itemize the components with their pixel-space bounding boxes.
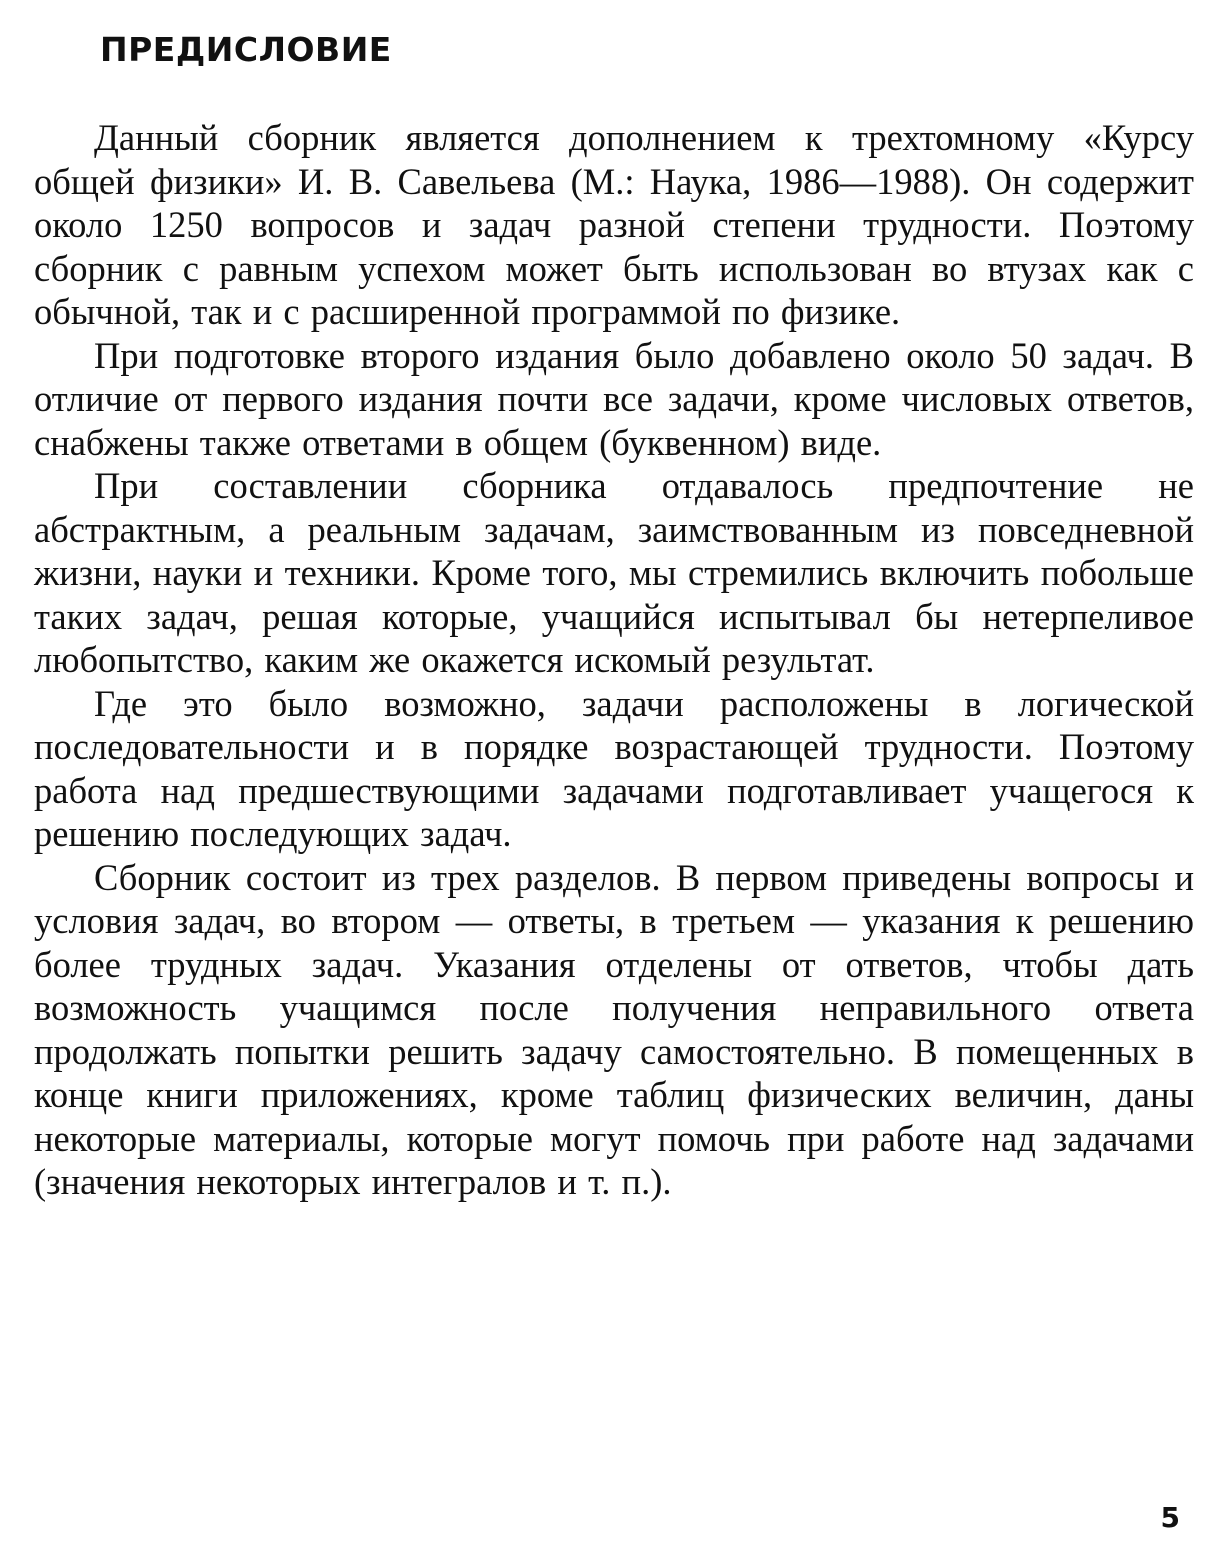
book-page	[34, 28, 1194, 1534]
section-heading: ПРЕДИСЛОВИЕ	[100, 30, 392, 69]
preface-body	[34, 116, 1194, 1204]
paragraph-4: Где это было возможно, задачи расположены в логической последовательности и в порядке возрастающей трудности. Поэтому работа над предшествующими задачами подготавливает учащегося к решению последующих задач.	[34, 682, 1194, 854]
paragraph-3: При составлении сборника отдавалось предпочтение не абстрактным, а реальным задачам, заимствованным из повседневной жизни, науки и техники. Кроме того, мы стремились включить побольше таких задач, решая которые, учащийся испытывал бы нетерпеливое любопытство, каким же окажется искомый результат.	[34, 465, 1194, 680]
paragraph-1: Данный сборник является дополнением к трехтомному «Курсу общей физики» И. В. Савельева (М.: Наука, 1986—1988). Он содержит около 1250 вопросов и задач разной степени трудности. Поэтому сборник с равным успехом может быть использован во втузах как с обычной, так и с расширенной программой по физике.	[34, 117, 1194, 332]
paragraph-5: Сборник состоит из трех разделов. В первом приведены вопросы и условия задач, во втором — ответы, в третьем — указания к решению более трудных задач. Указания отделены от ответов, чтобы дать возможность учащимся после получения неправильного ответа продолжать попытки решить задачу самостоятельно. В помещенных в конце книги приложениях, кроме таблиц физических величин, даны некоторые материалы, которые могут помочь при работе над задачами (значения некоторых интегралов и т. п.).	[34, 856, 1194, 1202]
page-number: 5	[1160, 1501, 1180, 1534]
paragraph-2: При подготовке второго издания было добавлено около 50 задач. В отличие от первого издания почти все задачи, кроме числовых ответов, снабжены также ответами в общем (буквенном) виде.	[34, 334, 1194, 463]
